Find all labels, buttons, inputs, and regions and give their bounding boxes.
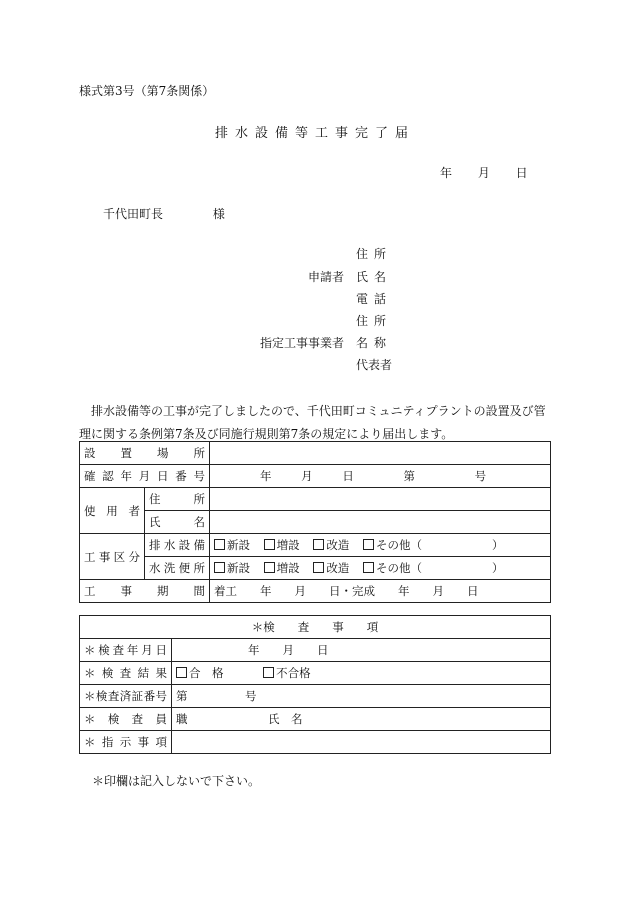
cert-no-field[interactable]: 第 号 xyxy=(172,685,551,708)
inspection-date-label: ＊検査年月日 xyxy=(80,639,172,662)
drainage-label: 排水設備 xyxy=(145,534,210,557)
addressee-name: 千代田町長 xyxy=(103,207,164,221)
addressee xyxy=(103,205,225,222)
contractor-address-label: 住所 xyxy=(356,314,393,328)
applicant-address-label: 住所 xyxy=(356,247,393,261)
checkbox[interactable] xyxy=(264,539,275,550)
result-options: 合 格 不合格 xyxy=(172,662,551,685)
contractor-name-label: 名称 xyxy=(356,336,393,350)
user-name-label: 氏名 xyxy=(145,511,210,534)
footnote: ＊印欄は記入しないで下さい。 xyxy=(92,774,261,788)
table-row xyxy=(80,442,551,465)
table-row xyxy=(80,557,551,580)
page-title: 排水設備等工事完了届 xyxy=(214,126,415,141)
checkbox[interactable] xyxy=(264,562,275,573)
drainage-options: 新設 増設 改造 その他（ ） xyxy=(210,534,551,557)
inspector-field[interactable]: 職 氏 名 xyxy=(172,708,551,731)
location-field[interactable] xyxy=(210,442,551,465)
table-row xyxy=(80,639,551,662)
addressee-suffix: 様 xyxy=(212,207,225,221)
table-row xyxy=(80,662,551,685)
checkbox[interactable] xyxy=(214,562,225,573)
instruction-field[interactable] xyxy=(172,731,551,754)
contractor-group-label: 指定工事事業者 xyxy=(259,336,344,350)
checkbox[interactable] xyxy=(214,539,225,550)
confirm-date-label: 確認年月日番号 xyxy=(80,465,210,488)
work-type-label: 工事区分 xyxy=(80,534,145,580)
period-label: 工事期間 xyxy=(80,580,210,603)
table-row xyxy=(80,685,551,708)
cert-no-label: ＊検査済証番号 xyxy=(80,685,172,708)
checkbox[interactable] xyxy=(363,562,374,573)
inspection-date-field[interactable]: 年 月 日 xyxy=(172,639,551,662)
inspection-header: ＊検 査 事 項 xyxy=(80,616,551,639)
work-info-table xyxy=(79,441,551,603)
toilet-label: 水洗便所 xyxy=(145,557,210,580)
user-name-field[interactable] xyxy=(210,511,551,534)
checkbox[interactable] xyxy=(363,539,374,550)
user-label: 使用者 xyxy=(80,488,145,534)
applicant-group-label: 申請者 xyxy=(307,270,344,284)
checkbox-pass[interactable] xyxy=(176,667,187,678)
checkbox[interactable] xyxy=(313,562,324,573)
checkbox[interactable] xyxy=(313,539,324,550)
table-row xyxy=(80,534,551,557)
table-row xyxy=(80,616,551,639)
instruction-label: ＊指示事項 xyxy=(80,731,172,754)
date-line: 年 月 日 xyxy=(440,166,528,180)
period-field[interactable]: 着工 年 月 日・完成 年 月 日 xyxy=(210,580,551,603)
toilet-options: 新設 増設 改造 その他（ ） xyxy=(210,557,551,580)
result-label: ＊検査結果 xyxy=(80,662,172,685)
inspection-table xyxy=(79,615,551,754)
inspector-label: ＊検査員 xyxy=(80,708,172,731)
form-number: 様式第3号（第7条関係） xyxy=(79,84,215,98)
body-text: 排水設備等の工事が完了しましたので、千代田町コミュニティプラントの設置及び管理に関する条例第7条及び同施行規則第7条の規定により届出します。 xyxy=(79,404,546,441)
table-row xyxy=(80,731,551,754)
table-row xyxy=(80,465,551,488)
contractor-representative-label: 代表者 xyxy=(356,358,393,372)
user-address-label: 住所 xyxy=(145,488,210,511)
table-row xyxy=(80,511,551,534)
location-label: 設置場所 xyxy=(80,442,210,465)
table-row xyxy=(80,580,551,603)
applicant-name-label: 氏名 xyxy=(356,270,393,284)
confirm-date-field[interactable]: 年 月 日 第 号 xyxy=(210,465,551,488)
user-address-field[interactable] xyxy=(210,488,551,511)
table-row xyxy=(80,488,551,511)
table-row xyxy=(80,708,551,731)
applicant-phone-label: 電話 xyxy=(356,292,393,306)
checkbox-fail[interactable] xyxy=(263,667,274,678)
